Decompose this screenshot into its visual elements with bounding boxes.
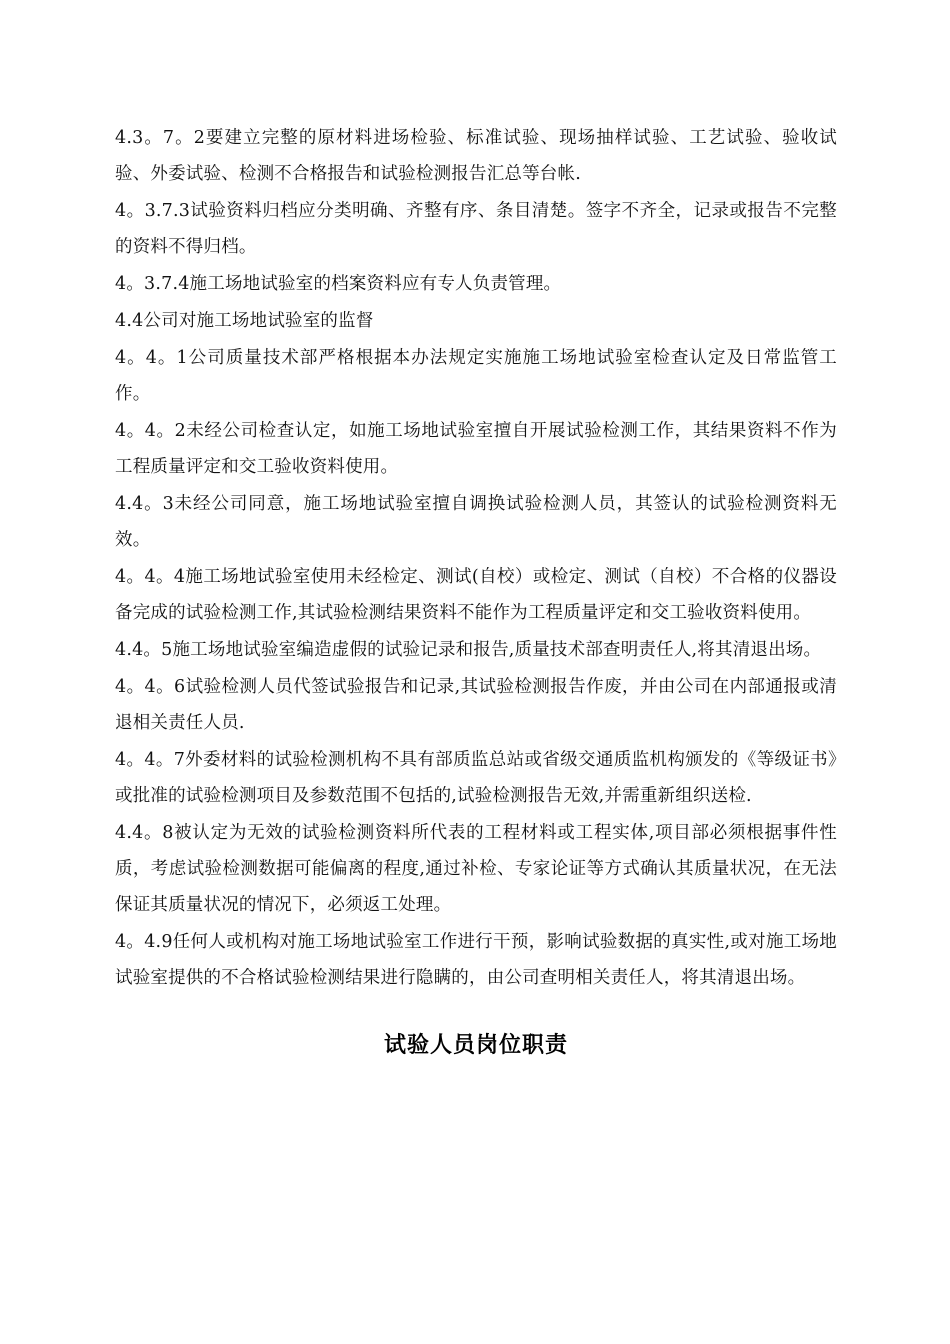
paragraph-4-4-1: 4。4。1公司质量技术部严格根据本办法规定实施施工场地试验室检查认定及日常监管工作。	[115, 348, 837, 404]
paragraph-4-3-7-3: 4。3.7.3试验资料归档应分类明确、齐整有序、条目清楚。签字不齐全，记录或报告不完整的资料不得归档。	[115, 201, 837, 257]
paragraph-4-4-4: 4。4。4施工场地试验室使用未经检定、测试(自校）或检定、测试（自校）不合格的仪器设备完成的试验检测工作,其试验检测结果资料不能作为工程质量评定和交工验收资料使用。	[115, 567, 837, 623]
document-body	[115, 120, 837, 1059]
paragraph-4-4-2: 4。4。2未经公司检查认定，如施工场地试验室擅自开展试验检测工作，其结果资料不作为工程质量评定和交工验收资料使用。	[115, 421, 837, 477]
paragraph-4-3-7-2: 4.3。7。2要建立完整的原材料进场检验、标准试验、现场抽样试验、工艺试验、验收试验、外委试验、检测不合格报告和试验检测报告汇总等台帐.	[115, 128, 837, 184]
paragraph-4-4-5: 4.4。5施工场地试验室编造虚假的试验记录和报告,质量技术部查明责任人,将其清退出场。	[115, 640, 822, 660]
paragraph-4-3-7-4: 4。3.7.4施工场地试验室的档案资料应有专人负责管理。	[115, 274, 562, 294]
section-4-4-title: 4.4公司对施工场地试验室的监督	[115, 311, 374, 331]
paragraph-4-4-3: 4.4。3未经公司同意，施工场地试验室擅自调换试验检测人员，其签认的试验检测资料无效。	[115, 494, 837, 550]
paragraph-4-4-8: 4.4。8被认定为无效的试验检测资料所代表的工程材料或工程实体,项目部必须根据事件性质，考虑试验检测数据可能偏离的程度,通过补检、专家论证等方式确认其质量状况，在无法保证其质量状况的情况下，必须返工处理。	[115, 823, 837, 915]
paragraph-4-4-7: 4。4。7外委材料的试验检测机构不具有部质监总站或省级交通质监机构颁发的《等级证书》或批准的试验检测项目及参数范围不包括的,试验检测报告无效,并需重新组织送检.	[115, 750, 837, 806]
paragraph-4-4-6: 4。4。6试验检测人员代签试验报告和记录,其试验检测报告作废，并由公司在内部通报或清退相关责任人员.	[115, 677, 837, 733]
paragraph-4-4-9: 4。4.9任何人或机构对施工场地试验室工作进行干预，影响试验数据的真实性,或对施工场地试验室提供的不合格试验检测结果进行隐瞒的，由公司查明相关责任人，将其清退出场。	[115, 932, 837, 988]
section-heading: 试验人员岗位职责	[383, 1033, 568, 1058]
